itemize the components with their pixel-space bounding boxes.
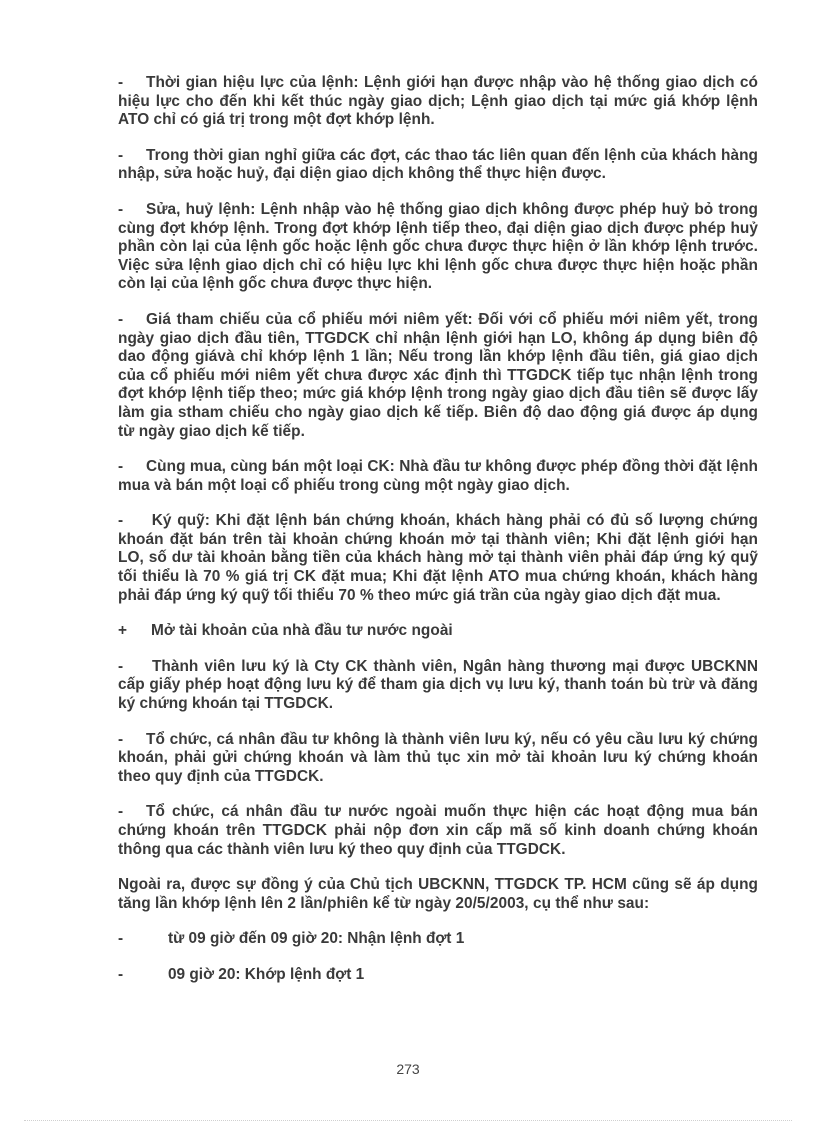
paragraph-reference-price <box>118 311 758 441</box>
dash-marker: - <box>118 200 124 218</box>
dash-marker: - <box>118 146 124 164</box>
paragraph-foreign-investors <box>118 803 758 859</box>
schedule-item <box>118 930 758 949</box>
section-heading-text: Mở tài khoản của nhà đầu tư nước ngoài <box>151 622 453 640</box>
paragraph-modify-cancel <box>118 201 758 294</box>
paragraph-non-member-investors <box>118 731 758 787</box>
paragraph-text: Thành viên lưu ký là Cty CK thành viên, Ngân hàng thương mại được UBCKNN cấp giấy phép hoạt động lưu ký để tham gia dịch vụ lưu ký, thanh toán bù trừ và đăng ký chứng khoán tại TTGDCK. <box>118 657 758 713</box>
paragraph-same-day-buy-sell <box>118 458 758 495</box>
schedule-item <box>118 966 758 985</box>
paragraph-break-time <box>118 147 758 184</box>
paragraph-text: Tổ chức, cá nhân đầu tư không là thành viên lưu ký, nếu có yêu cầu lưu ký chứng khoán, phải gửi chứng khoán và làm thủ tục xin mở tài khoản lưu ký chứng khoán theo quy định của TTGDCK. <box>118 730 758 785</box>
dash-marker: - <box>118 803 124 821</box>
dash-marker: - <box>118 310 124 328</box>
dash-marker: - <box>118 930 124 948</box>
dash-marker: - <box>118 730 124 748</box>
dash-marker: - <box>118 512 124 530</box>
dash-marker: - <box>118 74 124 91</box>
paragraph-text: Ký quỹ: Khi đặt lệnh bán chứng khoán, khách hàng phải có đủ số lượng chứng khoán đặt bán trên tài khoản chứng khoán mở tại thành viên; Khi đặt lệnh giới hạn LO, số dư tài khoản bằng tiền của khách hàng mở tại thành viên phải đáp ứng ký quỹ tối thiểu là 70 % giá trị CK đặt mua; Khi đặt lệnh ATO mua chứng khoán, khách hàng phải đáp ứng ký quỹ tối thiểu 70 % theo mức giá trần của ngày giao dịch đặt mua. <box>118 512 758 604</box>
page-bottom-divider <box>24 1120 792 1121</box>
paragraph-custodian-members <box>118 658 758 714</box>
paragraph-text: Sửa, huỷ lệnh: Lệnh nhập vào hệ thống giao dịch không được phép huỷ bỏ trong cùng đợt khớp lệnh. Trong đợt khớp lệnh tiếp theo, đại diện giao dịch được phép huỷ phần còn lại của lệnh gốc hoặc lệnh gốc chưa được thực hiện ở lần khớp lệnh trước. Việc sửa lệnh giao dịch chỉ có hiệu lực khi lệnh gốc chưa được thực hiện hoặc phần còn lại của lệnh gốc chưa được thực hiện. <box>118 200 758 293</box>
paragraph-text: Giá tham chiếu của cổ phiếu mới niêm yết: Đối với cổ phiếu mới niêm yết, trong ngày giao dịch đầu tiên, TTGDCK chỉ nhận lệnh giới hạn LO, không áp dụng biên độ dao động giávà chỉ khớp lệnh 1 lần; Nếu trong lần khớp lệnh đầu tiên, giá giao dịch của cổ phiếu mới niêm yết chưa được xác định thì TTGDCK tiếp tục nhận lệnh trong đợt khớp lệnh tiếp theo; mức giá khớp lệnh trong ngày giao dịch đầu tiên sẽ được lấy làm gia stham chiếu cho ngày giao dịch kế tiếp. Biên độ dao động giá được áp dụng từ ngày giao dịch kế tiếp. <box>118 310 758 440</box>
paragraph-text: Cùng mua, cùng bán một loại CK: Nhà đầu tư không được phép đồng thời đặt lệnh mua và bán một loại cổ phiếu trong cùng một ngày giao dịch. <box>118 458 758 494</box>
paragraph-text: Tổ chức, cá nhân đầu tư nước ngoài muốn thực hiện các hoạt động mua bán chứng khoán trên TTGDCK phải nộp đơn xin cấp mã số kinh doanh chứng khoán thông qua các thành viên lưu ký theo quy định của TTGDCK. <box>118 803 758 858</box>
paragraph-order-validity <box>118 74 758 130</box>
schedule-item-text: 09 giờ 20: Khớp lệnh đợt 1 <box>168 965 365 983</box>
dash-marker: - <box>118 458 124 476</box>
paragraph-text: Trong thời gian nghỉ giữa các đợt, các thao tác liên quan đến lệnh của khách hàng nhập, sửa hoặc huỷ, đại diện giao dịch không thể thực hiện được. <box>118 146 758 183</box>
paragraph-text: Thời gian hiệu lực của lệnh: Lệnh giới hạn được nhập vào hệ thống giao dịch có hiệu lực cho đến khi kết thúc ngày giao dịch; Lệnh giao dịch tại mức giá khớp lệnh ATO chỉ có giá trị trong một đợt khớp lệnh. <box>118 74 758 129</box>
dash-marker: - <box>118 965 124 983</box>
paragraph-closing-note: Ngoài ra, được sự đồng ý của Chủ tịch UBCKNN, TTGDCK TP. HCM cũng sẽ áp dụng tăng lần khớp lệnh lên 2 lần/phiên kể từ ngày 20/5/2003, cụ thể như sau: <box>118 876 758 912</box>
schedule-item-text: từ 09 giờ đến 09 giờ 20: Nhận lệnh đợt 1 <box>168 930 465 948</box>
plus-marker: + <box>118 622 128 640</box>
paragraph-margin-deposit <box>118 512 758 605</box>
page-number: 273 <box>396 1061 420 1077</box>
dash-marker: - <box>118 657 124 675</box>
document-page-body <box>118 74 758 1002</box>
section-heading-foreign-accounts <box>118 622 758 641</box>
